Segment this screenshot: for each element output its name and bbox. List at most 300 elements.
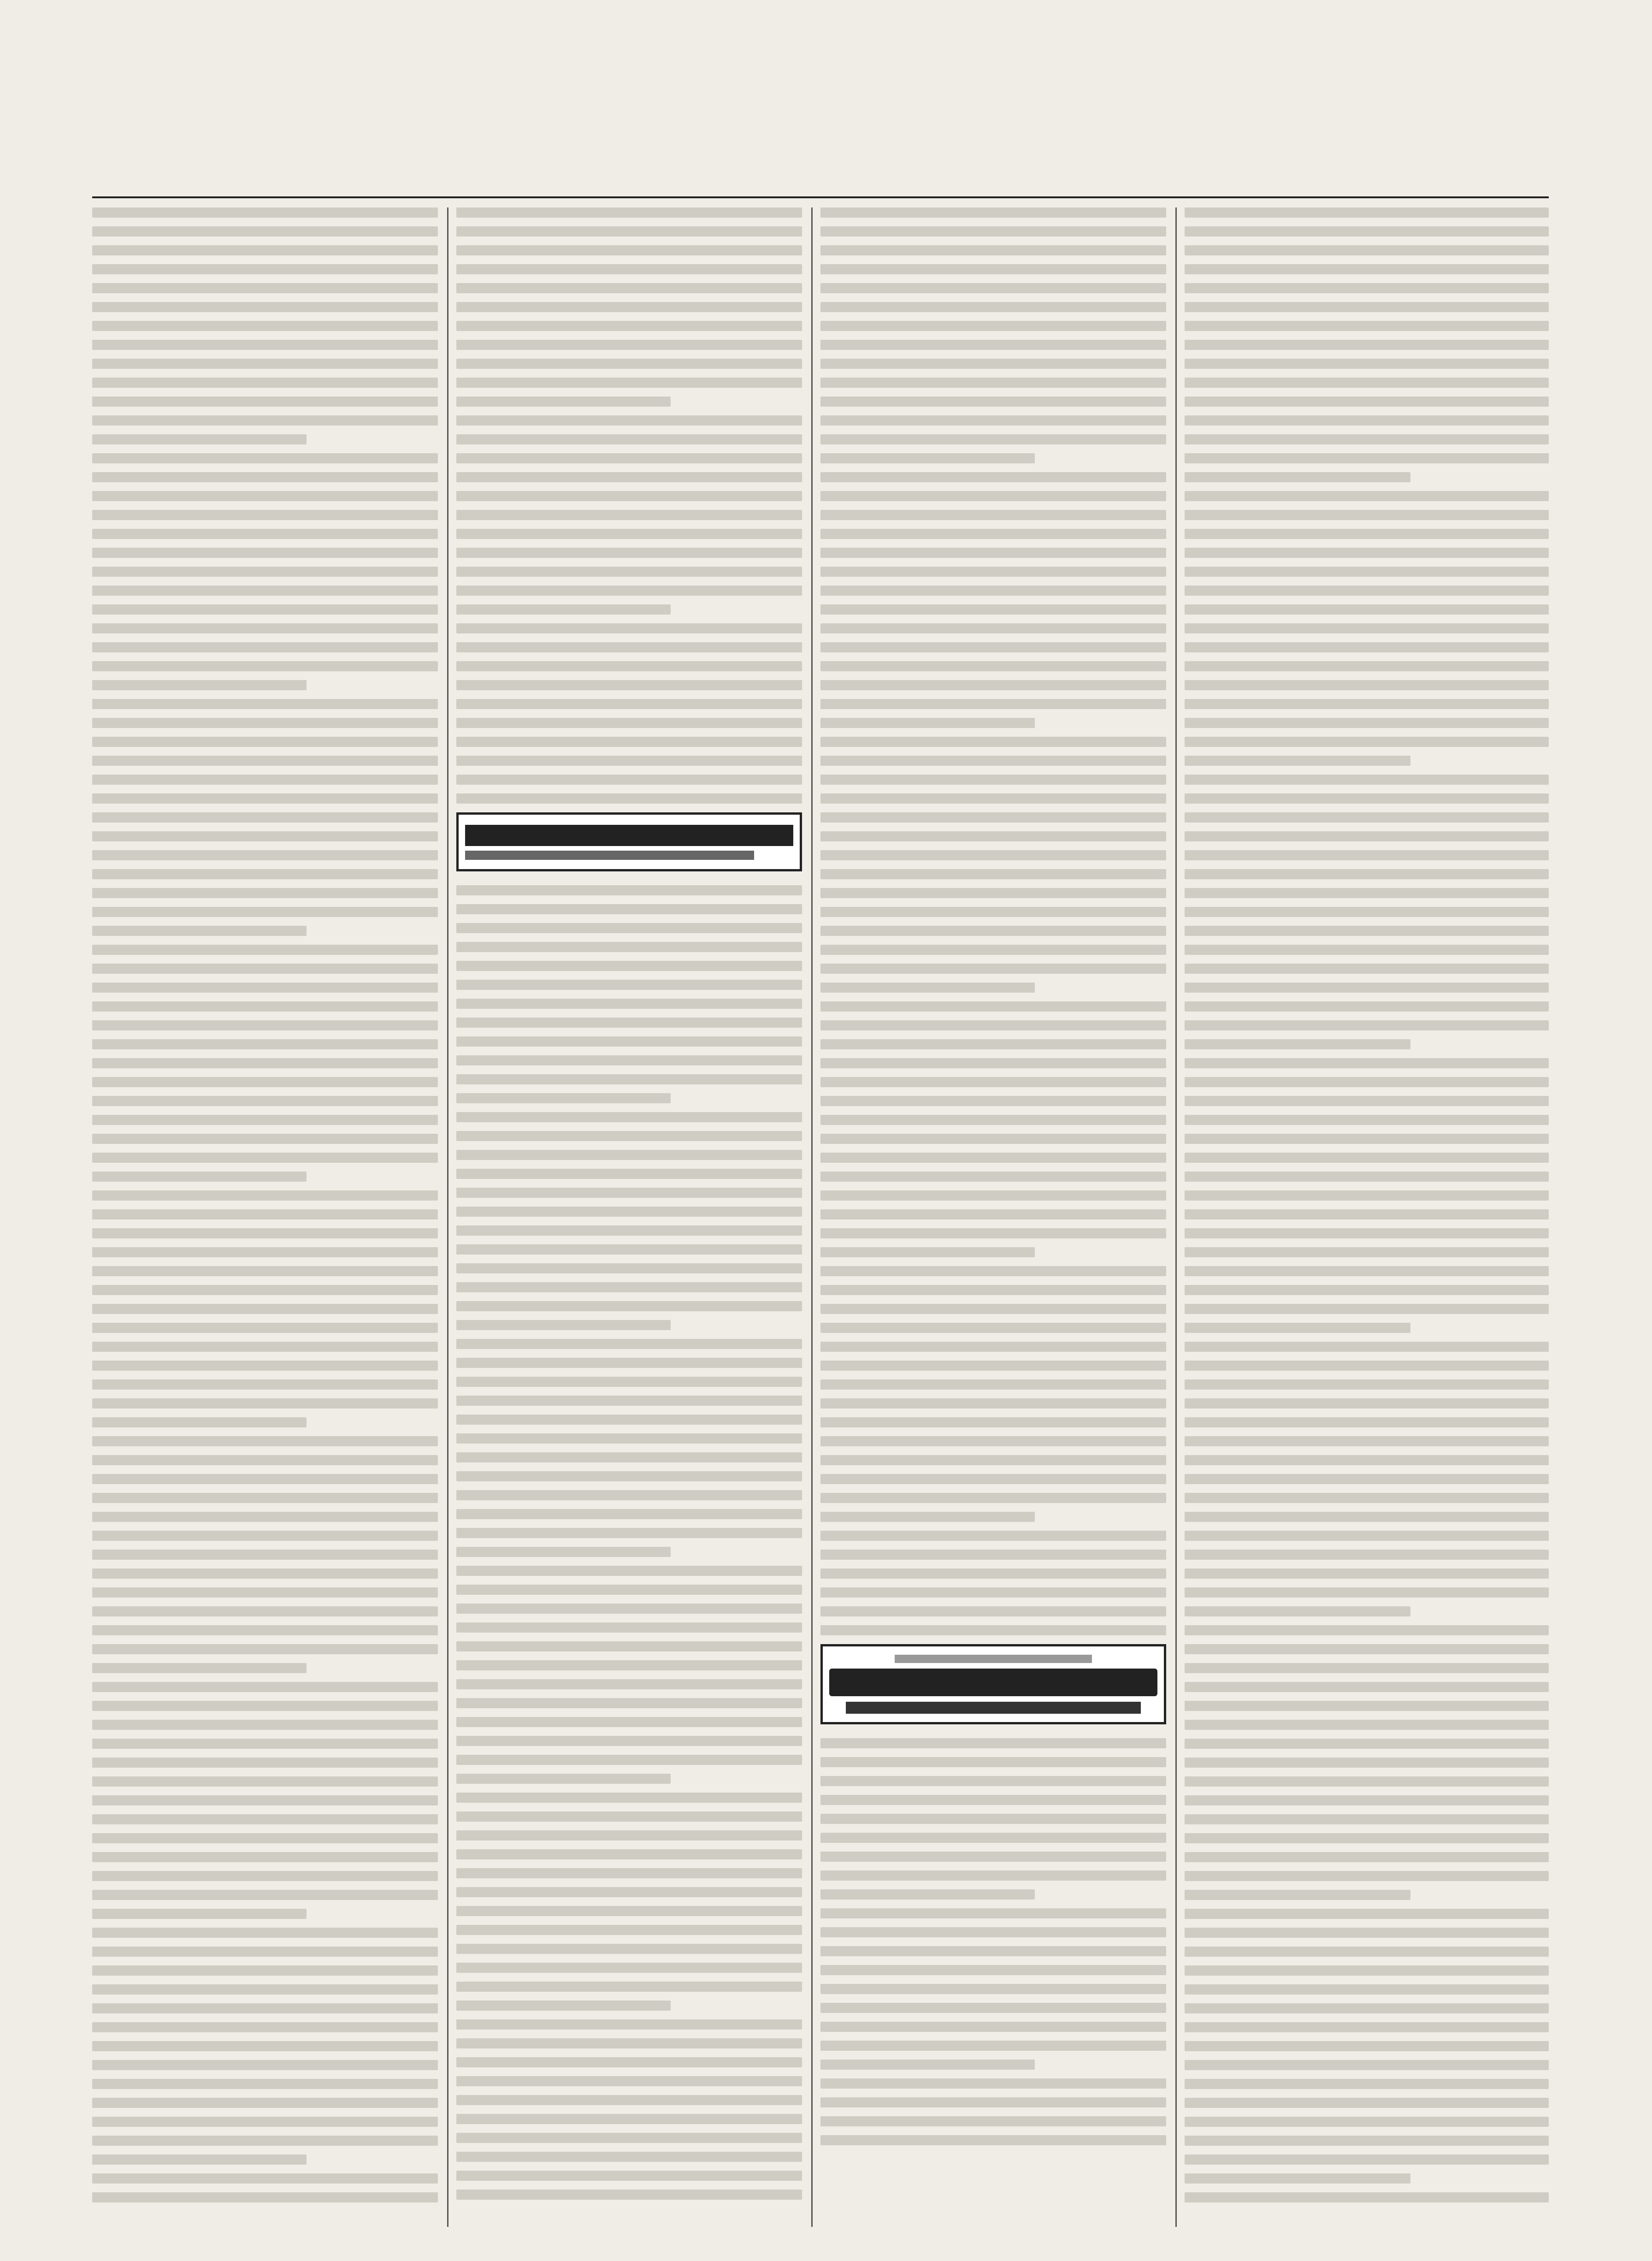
text-line-placeholder (92, 1795, 438, 1805)
text-line-placeholder (456, 1641, 802, 1651)
text-line-placeholder (456, 1528, 802, 1538)
text-line-placeholder (820, 2116, 1166, 2126)
text-line-placeholder (1185, 2022, 1549, 2032)
text-line-placeholder (820, 510, 1166, 520)
text-line-placeholder (1185, 2060, 1549, 2070)
text-line-placeholder (92, 1455, 438, 1465)
text-line-placeholder (1185, 1134, 1549, 1144)
text-line-placeholder (1185, 226, 1549, 237)
text-line-placeholder (820, 1020, 1166, 1030)
text-line-placeholder (92, 680, 307, 690)
text-line-placeholder (92, 1342, 438, 1352)
text-line-placeholder (92, 869, 438, 879)
text-line-placeholder (456, 1925, 802, 1935)
text-line-placeholder (456, 1566, 802, 1576)
text-line-placeholder (820, 245, 1166, 255)
text-line-placeholder (820, 945, 1166, 955)
text-line-placeholder (1185, 1587, 1549, 1598)
text-line-placeholder (820, 586, 1166, 596)
text-line-placeholder (820, 302, 1166, 312)
text-line-placeholder (820, 1058, 1166, 1068)
text-line-placeholder (820, 491, 1166, 501)
text-line-placeholder (820, 850, 1166, 860)
text-line-placeholder (1185, 472, 1410, 482)
text-line-placeholder (92, 1720, 438, 1730)
text-line-placeholder (92, 718, 438, 728)
text-line-placeholder (820, 1115, 1166, 1125)
text-line-placeholder (92, 1247, 438, 1257)
text-line-placeholder (92, 548, 438, 558)
text-line-placeholder (820, 1361, 1166, 1371)
text-line-placeholder (456, 453, 802, 463)
text-line-placeholder (92, 983, 438, 993)
text-line-placeholder (456, 1093, 671, 1103)
text-line-placeholder (92, 1323, 438, 1333)
text-line-placeholder (1185, 1436, 1549, 1446)
text-line-placeholder (1185, 1568, 1549, 1579)
text-line-placeholder (456, 2114, 802, 2124)
text-line-placeholder (1185, 1852, 1549, 1862)
text-line-placeholder (456, 1868, 802, 1878)
text-line-placeholder (456, 321, 802, 331)
column-divider (811, 207, 813, 2227)
text-line-placeholder (1185, 1190, 1549, 1201)
text-line-placeholder (92, 1663, 307, 1673)
text-line-placeholder (456, 1396, 802, 1406)
text-line-placeholder (820, 397, 1166, 407)
text-line-placeholder (820, 718, 1035, 728)
text-line-placeholder (820, 831, 1166, 841)
text-line-placeholder (1185, 1493, 1549, 1503)
text-line-placeholder (1185, 831, 1549, 841)
text-line-placeholder (1185, 548, 1549, 558)
text-line-placeholder (820, 1984, 1166, 1994)
text-line-placeholder (1185, 302, 1549, 312)
text-line-placeholder (820, 964, 1166, 974)
text-line-placeholder (92, 945, 438, 955)
text-line-placeholder (456, 756, 802, 766)
text-line-placeholder (1185, 983, 1549, 993)
text-line-placeholder (1185, 1984, 1549, 1995)
text-line-placeholder (456, 942, 802, 952)
text-line-placeholder (1185, 321, 1549, 331)
text-line-placeholder (92, 283, 438, 293)
text-line-placeholder (92, 1417, 307, 1427)
text-line-placeholder (1185, 2098, 1549, 2108)
text-line-placeholder (456, 1074, 802, 1084)
text-line-placeholder (92, 737, 438, 747)
text-line-placeholder (92, 661, 438, 671)
text-line-placeholder (820, 1493, 1166, 1503)
text-line-placeholder (820, 1965, 1166, 1975)
text-line-placeholder (820, 1134, 1166, 1144)
text-line-placeholder (92, 1493, 438, 1503)
text-line-placeholder (456, 1112, 802, 1122)
text-line-placeholder (1185, 2192, 1549, 2202)
text-line-placeholder (92, 1890, 438, 1900)
text-line-placeholder (456, 1963, 802, 1973)
text-line-placeholder (820, 1436, 1166, 1446)
text-line-placeholder (1185, 1550, 1549, 1560)
text-line-placeholder (820, 699, 1166, 709)
text-line-placeholder (456, 1830, 802, 1841)
text-line-placeholder (92, 1550, 438, 1560)
text-line-placeholder (456, 510, 802, 520)
text-line-placeholder (1185, 926, 1549, 936)
text-line-placeholder (456, 999, 802, 1009)
text-line-placeholder (456, 283, 802, 293)
text-line-placeholder (456, 359, 802, 369)
text-line-placeholder (1185, 340, 1549, 350)
text-line-placeholder (1185, 1531, 1549, 1541)
text-line-placeholder (456, 1849, 802, 1859)
text-line-placeholder (92, 1947, 438, 1957)
text-line-placeholder (820, 737, 1166, 747)
text-line-placeholder (456, 1301, 802, 1311)
text-line-placeholder (456, 1774, 671, 1784)
text-line-placeholder (92, 623, 438, 633)
text-line-placeholder (820, 1795, 1166, 1805)
text-line-placeholder (820, 415, 1166, 426)
text-line-placeholder (1185, 529, 1549, 539)
text-line-placeholder (820, 926, 1166, 936)
text-line-placeholder (1185, 964, 1549, 974)
text-line-placeholder (92, 812, 438, 823)
text-line-placeholder (820, 1870, 1166, 1881)
text-line-placeholder (1185, 907, 1549, 917)
text-line-placeholder (456, 2001, 671, 2011)
text-line-placeholder (1185, 1795, 1549, 1805)
text-line-placeholder (92, 850, 438, 860)
text-line-placeholder (1185, 359, 1549, 369)
text-line-placeholder (92, 2117, 438, 2127)
header-rule (92, 196, 1549, 198)
text-line-placeholder (456, 1698, 802, 1708)
text-line-placeholder (456, 980, 802, 990)
text-line-placeholder (456, 2038, 802, 2048)
text-line-placeholder (820, 604, 1166, 615)
text-line-placeholder (92, 926, 307, 936)
text-line-placeholder (92, 907, 438, 917)
text-line-placeholder (456, 529, 802, 539)
text-line-placeholder (92, 793, 438, 804)
text-line-placeholder (820, 1908, 1166, 1918)
text-line-placeholder (820, 1455, 1166, 1465)
savings-bank-advertisement (820, 1644, 1166, 1724)
text-line-placeholder (92, 756, 438, 766)
column-2 (456, 207, 802, 2227)
text-line-placeholder (820, 623, 1166, 633)
text-line-placeholder (92, 321, 438, 331)
text-line-placeholder (456, 1150, 802, 1160)
text-line-placeholder (1185, 623, 1549, 633)
text-line-placeholder (92, 359, 438, 369)
text-line-placeholder (1185, 567, 1549, 577)
text-line-placeholder (820, 1927, 1166, 1937)
text-line-placeholder (1185, 2154, 1549, 2165)
text-line-placeholder (1185, 1947, 1549, 1957)
text-line-placeholder (1185, 1039, 1410, 1049)
text-line-placeholder (456, 1585, 802, 1595)
text-line-placeholder (1185, 2117, 1549, 2127)
text-line-placeholder (92, 1833, 438, 1843)
text-line-placeholder (456, 567, 802, 577)
text-line-placeholder (92, 1361, 438, 1371)
text-line-placeholder (1185, 2041, 1549, 2051)
text-line-placeholder (92, 529, 438, 539)
text-line-placeholder (820, 1512, 1035, 1522)
text-line-placeholder (456, 1207, 802, 1217)
text-line-placeholder (92, 642, 438, 652)
text-line-placeholder (456, 1339, 802, 1349)
text-line-placeholder (820, 1398, 1166, 1409)
text-line-placeholder (820, 2022, 1166, 2032)
text-line-placeholder (1185, 1153, 1549, 1163)
text-line-placeholder (92, 2173, 438, 2184)
text-line-placeholder (92, 1398, 438, 1409)
text-line-placeholder (1185, 718, 1549, 728)
text-line-placeholder (820, 1587, 1166, 1598)
text-line-placeholder (92, 1474, 438, 1484)
text-line-placeholder (92, 264, 438, 274)
text-line-placeholder (1185, 699, 1549, 709)
text-line-placeholder (92, 964, 438, 974)
text-line-placeholder (456, 472, 802, 482)
text-line-placeholder (1185, 1455, 1549, 1465)
text-line-placeholder (456, 642, 802, 652)
text-line-placeholder (92, 2041, 438, 2051)
text-line-placeholder (1185, 1379, 1549, 1390)
text-line-placeholder (92, 1020, 438, 1030)
text-line-placeholder (92, 1776, 438, 1787)
text-line-placeholder (92, 1701, 438, 1711)
text-line-placeholder (820, 1833, 1166, 1843)
text-line-placeholder (820, 340, 1166, 350)
text-line-placeholder (92, 1379, 438, 1390)
text-line-placeholder (1185, 1701, 1549, 1711)
text-line-placeholder (92, 1682, 438, 1692)
text-line-placeholder (820, 1531, 1166, 1541)
text-line-placeholder (456, 207, 802, 218)
text-line-placeholder (820, 793, 1166, 804)
text-line-placeholder (456, 661, 802, 671)
text-line-placeholder (456, 434, 802, 444)
text-line-placeholder (92, 434, 307, 444)
text-line-placeholder (456, 718, 802, 728)
text-line-placeholder (1185, 793, 1549, 804)
text-line-placeholder (456, 378, 802, 388)
text-line-placeholder (820, 226, 1166, 237)
text-line-placeholder (456, 1471, 802, 1481)
text-line-placeholder (1185, 1833, 1549, 1843)
text-line-placeholder (1185, 1285, 1549, 1295)
text-line-placeholder (1185, 1172, 1549, 1182)
text-line-placeholder (1185, 1928, 1549, 1938)
text-line-placeholder (820, 1625, 1166, 1635)
text-line-placeholder (820, 888, 1166, 898)
text-line-placeholder (820, 1172, 1166, 1182)
text-line-placeholder (456, 1509, 802, 1519)
text-line-placeholder (92, 1512, 438, 1522)
text-line-placeholder (456, 904, 802, 914)
text-line-placeholder (456, 1717, 802, 1727)
text-line-placeholder (1185, 869, 1549, 879)
text-line-placeholder (820, 1379, 1166, 1390)
text-line-placeholder (1185, 1342, 1549, 1352)
text-line-placeholder (456, 623, 802, 633)
text-line-placeholder (92, 1228, 438, 1238)
text-line-placeholder (820, 1153, 1166, 1163)
text-line-placeholder (456, 2057, 802, 2067)
text-line-placeholder (456, 1018, 802, 1028)
text-line-placeholder (1185, 1890, 1410, 1900)
text-line-placeholder (92, 1134, 438, 1144)
text-line-placeholder (1185, 2136, 1549, 2146)
text-line-placeholder (1185, 1020, 1549, 1030)
text-line-placeholder (1185, 1474, 1549, 1484)
text-line-placeholder (1185, 1682, 1549, 1692)
text-line-placeholder (1185, 434, 1549, 444)
text-line-placeholder (92, 567, 438, 577)
text-line-placeholder (456, 415, 802, 426)
text-line-placeholder (1185, 775, 1549, 785)
text-line-placeholder (92, 699, 438, 709)
text-line-placeholder (456, 1906, 802, 1916)
text-line-placeholder (92, 2003, 438, 2013)
text-line-placeholder (820, 2078, 1166, 2089)
text-line-placeholder (456, 1490, 802, 1500)
text-line-placeholder (456, 680, 802, 690)
text-line-placeholder (456, 1736, 802, 1746)
text-line-placeholder (92, 1436, 438, 1446)
text-line-placeholder (92, 340, 438, 350)
text-line-placeholder (1185, 1361, 1549, 1371)
text-line-placeholder (456, 226, 802, 237)
text-line-placeholder (92, 1587, 438, 1598)
text-line-placeholder (820, 1077, 1166, 1087)
text-line-placeholder (820, 1228, 1166, 1238)
text-line-placeholder (820, 453, 1035, 463)
text-line-placeholder (1185, 1323, 1410, 1333)
text-line-placeholder (92, 378, 438, 388)
text-line-placeholder (820, 1417, 1166, 1427)
text-line-placeholder (1185, 2003, 1549, 2013)
text-line-placeholder (456, 2190, 802, 2200)
text-line-placeholder (1185, 1058, 1549, 1068)
text-line-placeholder (820, 1757, 1166, 1767)
text-line-placeholder (456, 1055, 802, 1065)
text-line-placeholder (92, 1852, 438, 1862)
text-line-placeholder (1185, 453, 1549, 463)
text-line-placeholder (1185, 1304, 1549, 1314)
text-line-placeholder (1185, 680, 1549, 690)
text-line-placeholder (456, 923, 802, 933)
text-line-placeholder (820, 359, 1166, 369)
text-line-placeholder (1185, 1814, 1549, 1824)
text-line-placeholder (820, 472, 1166, 482)
text-line-placeholder (92, 1172, 307, 1182)
text-line-placeholder (820, 1889, 1035, 1900)
text-line-placeholder (92, 775, 438, 785)
text-line-placeholder (456, 1982, 802, 1992)
text-line-placeholder (1185, 1776, 1549, 1787)
text-line-placeholder (92, 831, 438, 841)
text-line-placeholder (820, 1852, 1166, 1862)
text-line-placeholder (820, 680, 1166, 690)
newspaper-page (92, 157, 1549, 2231)
text-line-placeholder (820, 2003, 1166, 2013)
text-line-placeholder (92, 1984, 438, 1995)
text-line-placeholder (1185, 1758, 1549, 1768)
text-line-placeholder (92, 1039, 438, 1049)
text-line-placeholder (1185, 1001, 1549, 1012)
text-line-placeholder (820, 1568, 1166, 1579)
text-line-placeholder (820, 642, 1166, 652)
text-line-placeholder (820, 2041, 1166, 2051)
text-line-placeholder (92, 1625, 438, 1635)
text-line-placeholder (456, 2076, 802, 2086)
text-line-placeholder (456, 2019, 802, 2030)
column-1 (92, 207, 438, 2227)
text-line-placeholder (1185, 245, 1549, 255)
text-line-placeholder (456, 1244, 802, 1255)
text-line-placeholder (456, 1755, 802, 1765)
text-line-placeholder (820, 321, 1166, 331)
text-line-placeholder (92, 1077, 438, 1087)
text-line-placeholder (820, 907, 1166, 917)
text-line-placeholder (1185, 1247, 1549, 1257)
text-line-placeholder (820, 1190, 1166, 1201)
text-line-placeholder (92, 1531, 438, 1541)
text-line-placeholder (92, 2060, 438, 2070)
text-line-placeholder (456, 1452, 802, 1462)
text-line-placeholder (456, 1225, 802, 1236)
text-line-placeholder (1185, 1739, 1549, 1749)
text-line-placeholder (1185, 1209, 1549, 1219)
text-line-placeholder (820, 1039, 1166, 1049)
text-line-placeholder (456, 961, 802, 971)
text-line-placeholder (456, 491, 802, 501)
text-line-placeholder (456, 2133, 802, 2143)
text-line-placeholder (456, 340, 802, 350)
text-line-placeholder (92, 1758, 438, 1768)
text-line-placeholder (456, 1604, 802, 1614)
text-line-placeholder (456, 245, 802, 255)
text-line-placeholder (456, 1547, 671, 1557)
text-line-placeholder (1185, 1417, 1549, 1427)
text-line-placeholder (456, 1415, 802, 1425)
text-line-placeholder (92, 472, 438, 482)
text-line-placeholder (456, 2171, 802, 2181)
text-line-placeholder (456, 1131, 802, 1141)
text-line-placeholder (456, 302, 802, 312)
text-line-placeholder (92, 302, 438, 312)
text-line-placeholder (456, 1282, 802, 1292)
text-line-placeholder (820, 1209, 1166, 1219)
text-line-placeholder (820, 2060, 1035, 2070)
text-line-placeholder (1185, 661, 1549, 671)
text-line-placeholder (820, 1342, 1166, 1352)
text-line-placeholder (820, 1474, 1166, 1484)
text-line-placeholder (820, 434, 1166, 444)
text-line-placeholder (1185, 1625, 1549, 1635)
text-line-placeholder (1185, 1644, 1549, 1654)
text-line-placeholder (456, 604, 671, 615)
text-line-placeholder (456, 1188, 802, 1198)
text-line-placeholder (820, 264, 1166, 274)
text-line-placeholder (92, 1115, 438, 1125)
text-line-placeholder (1185, 1398, 1549, 1409)
